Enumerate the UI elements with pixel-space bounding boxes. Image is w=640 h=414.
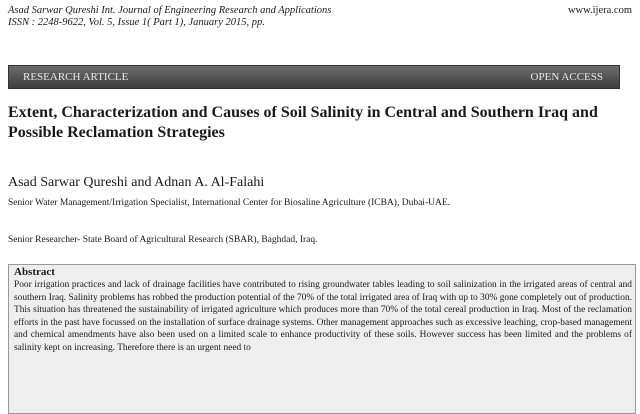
article-type-banner: [8, 65, 620, 89]
paper-authors: Asad Sarwar Qureshi and Adnan A. Al-Falahi: [8, 175, 265, 190]
abstract-heading: Abstract: [14, 266, 55, 278]
issn-line: ISSN : 2248-9622, Vol. 5, Issue 1( Part 1), January 2015, pp.: [8, 17, 265, 28]
author-affiliation-2: Senior Researcher- State Board of Agricultural Research (SBAR), Baghdad, Iraq.: [8, 235, 318, 245]
abstract-body: Poor irrigation practices and lack of drainage facilities have contributed to rising groundwater tables leading to soil salinization in the irrigated areas of central and southern Iraq. Salinity problems has robbed the production potential of the 70% of the total irrigated area of Iraq with up to 30% gone completely out of production. This situation has threatened the sustainability of irrigated agriculture which produces more than 70% of the total cereal production in Iraq. Most of the reclamation efforts in the past have focussed on the installation of surface drainage systems. Other management approaches such as excessive leaching, crop-based management and chemical amendments have also been used on a limited scale to enhance productivity of these soils. However success has been limited and the problems of salinity kept on increasing. Therefore there is an urgent need to: [14, 280, 632, 353]
journal-citation: [8, 5, 331, 29]
journal-website: www.ijera.com: [567, 5, 632, 16]
paper-title: Extent, Characterization and Causes of Soil Salinity in Central and Southern Iraq and Possible Reclamation Strategies: [8, 104, 598, 141]
abstract-section: [8, 264, 636, 414]
author-affiliation-1: Senior Water Management/Irrigation Specialist, International Center for Biosaline Agriculture (ICBA), Dubai-UAE.: [8, 198, 451, 208]
article-type-label: RESEARCH ARTICLE: [23, 71, 129, 83]
access-type-label: OPEN ACCESS: [530, 71, 603, 83]
journal-name-line: Asad Sarwar Qureshi Int. Journal of Engineering Research and Applications: [8, 5, 332, 16]
